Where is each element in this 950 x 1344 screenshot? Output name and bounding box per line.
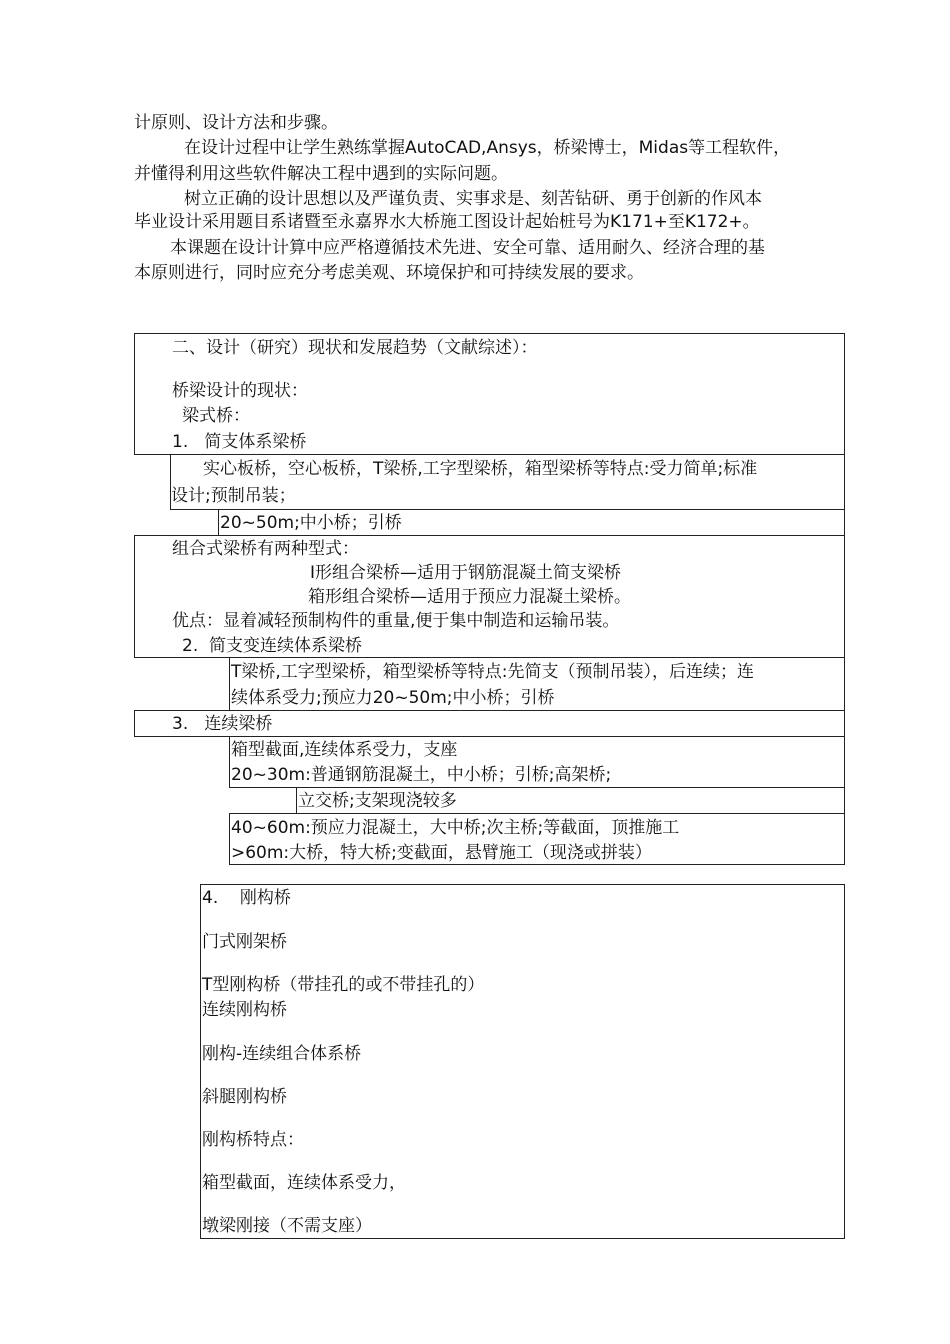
intro-line-7: 本原则进行，同时应充分考虑美观、环境保护和可持续发展的要求。 xyxy=(134,263,644,283)
rigid-title: 4. 刚构桥 xyxy=(202,888,291,908)
composite-i-type: I形组合梁桥—适用于钢筋混凝土简支梁桥 xyxy=(310,563,622,583)
item3-desc-2: 20~30m:普通钢筋混凝土，中小桥；引桥;高架桥; xyxy=(231,765,612,785)
item1-desc-2: 设计;预制吊装； xyxy=(171,486,296,506)
rigid-type-slant: 斜腿刚构桥 xyxy=(202,1087,287,1107)
item3-desc-4: 40~60m:预应力混凝土，大中桥;次主桥;等截面，顶推施工 xyxy=(231,818,680,838)
intro-line-6: 本课题在设计计算中应严格遵循技术先进、安全可靠、适用耐久、经济合理的基 xyxy=(170,238,765,258)
composite-box-type: 箱形组合梁桥—适用于预应力混凝土梁桥。 xyxy=(308,587,631,607)
item2-desc-1: T梁桥,工字型梁桥，箱型梁桥等特点:先简支（预制吊装），后连续；连 xyxy=(231,662,755,682)
rigid-feature-2: 墩梁刚接（不需支座） xyxy=(202,1216,372,1236)
status-label: 桥梁设计的现状： xyxy=(172,381,308,401)
rigid-type-continuous: 连续刚构桥 xyxy=(202,1000,287,1020)
item2-title: 2. 简支变连续体系梁桥 xyxy=(182,636,363,656)
rigid-features-label: 刚构桥特点： xyxy=(202,1130,304,1150)
intro-line-5: 毕业设计采用题目系诸暨至永嘉界水大桥施工图设计起始桩号为K171+至K172+。 xyxy=(134,212,760,232)
intro-line-3: 并懂得利用这些软件解决工程中遇到的实际问题。 xyxy=(134,164,508,184)
item3-desc-3: 立交桥;支架现浇较多 xyxy=(298,791,457,811)
section2-heading: 二、设计（研究）现状和发展趋势（文献综述）： xyxy=(172,338,538,358)
rigid-type-t: T型刚构桥（带挂孔的或不带挂孔的） xyxy=(202,975,485,995)
item3-title: 3. 连续梁桥 xyxy=(172,714,273,734)
item1-span: 20~50m;中小桥；引桥 xyxy=(220,513,402,533)
intro-line-2: 在设计过程中让学生熟练掌握AutoCAD,Ansys，桥梁博士，Midas等工程软件， xyxy=(184,138,791,158)
item3-desc-5: >60m:大桥，特大桥;变截面，悬臂施工（现浇或拼装） xyxy=(231,843,652,863)
item2-desc-2: 续体系受力;预应力20~50m;中小桥；引桥 xyxy=(231,688,555,708)
composite-title: 组合式梁桥有两种型式： xyxy=(172,539,359,559)
intro-line-4: 树立正确的设计思想以及严谨负责、实事求是、刻苦钻研、勇于创新的作风本 xyxy=(184,189,762,209)
rigid-feature-1: 箱型截面，连续体系受力， xyxy=(202,1173,406,1193)
item1-desc-1: 实心板桥，空心板桥，T梁桥,工字型梁桥，箱型梁桥等特点:受力简单;标准 xyxy=(203,459,758,479)
rigid-type-portal: 门式刚架桥 xyxy=(202,932,287,952)
intro-line-1: 计原则、设计方法和步骤。 xyxy=(134,113,338,133)
item3-desc-1: 箱型截面,连续体系受力，支座 xyxy=(231,740,458,760)
advantage-text: 优点：显着减轻预制构件的重量,便于集中制造和运输吊装。 xyxy=(172,611,620,631)
rigid-type-combined: 刚构-连续组合体系桥 xyxy=(202,1044,362,1064)
beam-label: 梁式桥： xyxy=(182,406,250,426)
item1-title: 1. 简支体系梁桥 xyxy=(172,432,307,452)
